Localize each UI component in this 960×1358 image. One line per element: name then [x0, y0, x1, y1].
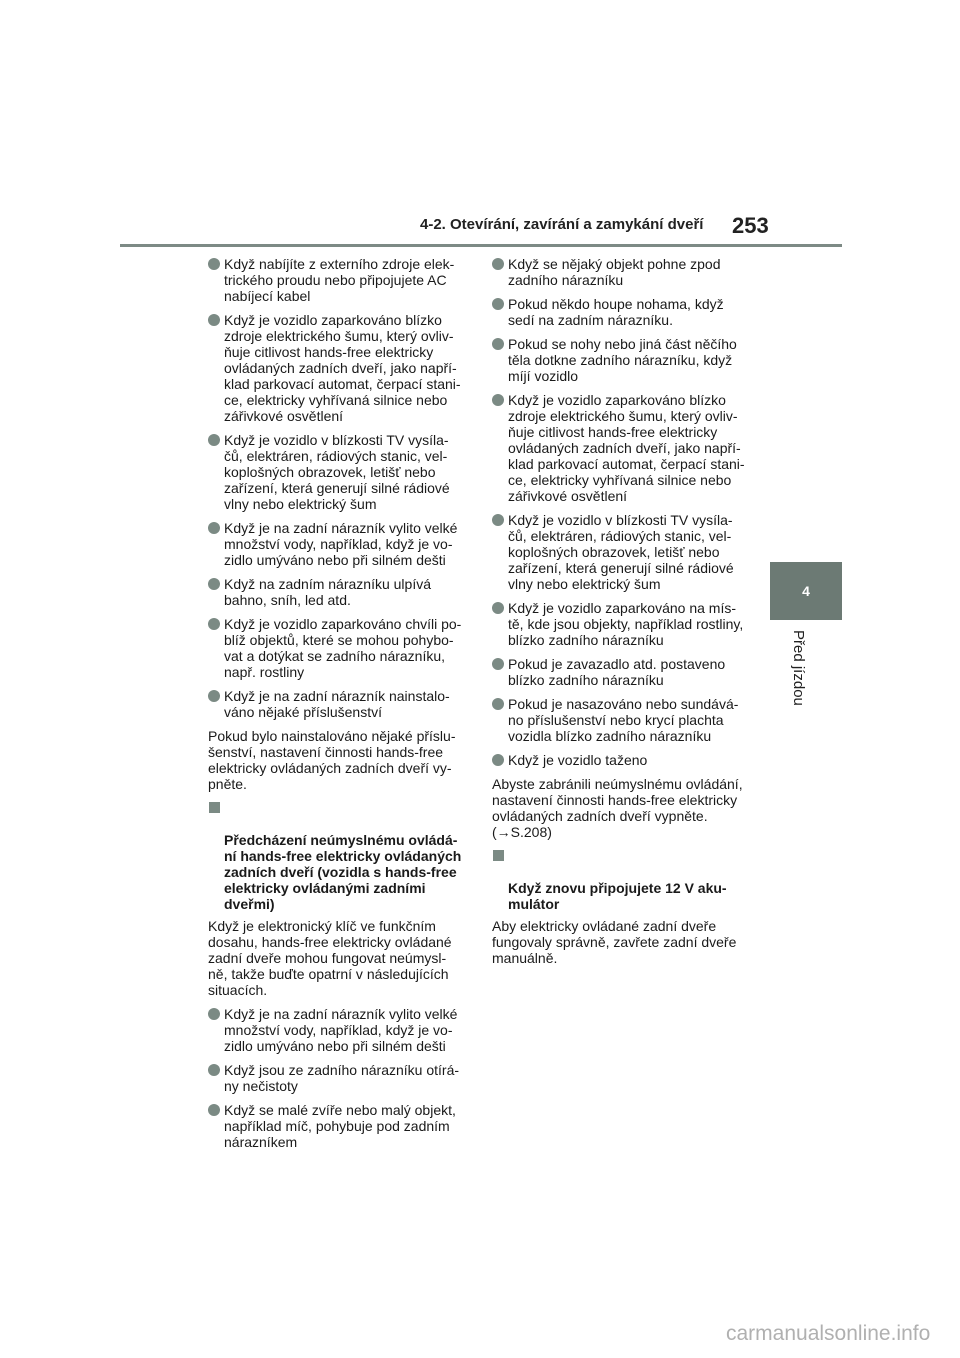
list-item-text: Když je na zadní nárazník nainstalo- váno nějaké příslušenství	[224, 688, 450, 720]
list-item	[492, 600, 754, 648]
round-bullet-icon	[208, 618, 220, 630]
round-bullet-icon	[492, 754, 504, 766]
round-bullet-icon	[492, 394, 504, 406]
round-bullet-icon	[492, 338, 504, 350]
list-item-text: Když je na zadní nárazník vylito velké množství vody, například, když je vo- zidlo umýváno nebo při silném dešti	[224, 1006, 458, 1054]
list-item-text: Když je vozidlo v blízkosti TV vysíla- čů, elektráren, rádiových stanic, vel- koplošných obrazovek, letišť nebo zařízení, která generují silné rádiové vlny nebo elektrický šum	[508, 512, 734, 592]
list-item-text: Když je vozidlo zaparkováno chvíli po- blíž objektů, které se mohou pohybo- vat a dotýkat se zadního nárazníku, např. rostliny	[224, 616, 462, 680]
paragraph: Abyste zabránili neúmyslnému ovládání, nastavení činnosti hands-free elektricky ovládaných zadních dveří vypněte. (→S.208)	[492, 776, 743, 840]
list-item	[492, 696, 754, 744]
list-item	[208, 256, 470, 304]
list-item-text: Pokud je nasazováno nebo sundává- no příslušenství nebo krycí plachta vozidla blízko zadního nárazníku	[508, 696, 739, 744]
round-bullet-icon	[208, 1104, 220, 1116]
section-heading	[208, 800, 470, 912]
list-item-text: Pokud někdo houpe nohama, když sedí na zadním nárazníku.	[508, 296, 724, 328]
list-item	[492, 752, 754, 768]
left-column	[208, 256, 470, 1158]
square-heading-icon	[209, 802, 220, 813]
page-number: 253	[732, 213, 769, 238]
list-item	[492, 296, 754, 328]
list-item	[208, 1102, 470, 1150]
list-item	[492, 392, 754, 504]
right-column	[492, 256, 754, 974]
section-title: 4-2. Otevírání, zavírání a zamykání dveří	[420, 216, 704, 233]
round-bullet-icon	[492, 258, 504, 270]
round-bullet-icon	[208, 578, 220, 590]
list-item	[208, 1006, 470, 1054]
list-item	[208, 432, 470, 512]
watermark[interactable]: carmanualsonline.info	[726, 1322, 931, 1345]
header-rule	[120, 244, 842, 247]
bullet-list	[492, 256, 754, 768]
round-bullet-icon	[208, 314, 220, 326]
round-bullet-icon	[208, 434, 220, 446]
chapter-number: 4	[802, 583, 810, 599]
round-bullet-icon	[492, 514, 504, 526]
list-item-text: Pokud se nohy nebo jiná část něčího těla dotkne zadního nárazníku, když míjí vozidlo	[508, 336, 737, 384]
list-item	[208, 312, 470, 424]
square-heading-icon	[493, 850, 504, 861]
round-bullet-icon	[208, 1064, 220, 1076]
paragraph: Když je elektronický klíč ve funkčním dosahu, hands-free elektricky ovládané zadní dveře mohou fungovat neúmysl- ně, takže buďte opatrní v následujících situacích.	[208, 918, 452, 998]
list-item	[208, 1062, 470, 1094]
round-bullet-icon	[492, 298, 504, 310]
bullet-list	[208, 1006, 470, 1150]
list-item-text: Když na zadním nárazníku ulpívá bahno, sníh, led atd.	[224, 576, 432, 608]
round-bullet-icon	[208, 690, 220, 702]
list-item-text: Když je vozidlo v blízkosti TV vysíla- čů, elektráren, rádiových stanic, vel- koplošných obrazovek, letišť nebo zařízení, která generují silné rádiové vlny nebo elektrický šum	[224, 432, 450, 512]
paragraph: Aby elektricky ovládané zadní dveře fungovaly správně, zavřete zadní dveře manuálně.	[492, 918, 737, 966]
round-bullet-icon	[208, 1008, 220, 1020]
round-bullet-icon	[208, 258, 220, 270]
round-bullet-icon	[492, 602, 504, 614]
list-item	[492, 512, 754, 592]
list-item	[492, 336, 754, 384]
list-item	[208, 616, 470, 680]
list-item-text: Když je vozidlo zaparkováno na mís- tě, kde jsou objekty, například rostliny, blízko zadního nárazníku	[508, 600, 744, 648]
list-item	[492, 656, 754, 688]
list-item-text: Když jsou ze zadního nárazníku otírá- ny nečistoty	[224, 1062, 460, 1094]
section-heading-text: Když znovu připojujete 12 V aku- mulátor	[508, 880, 727, 912]
round-bullet-icon	[492, 698, 504, 710]
list-item-text: Když se nějaký objekt pohne zpod zadního nárazníku	[508, 256, 721, 288]
list-item-text: Když nabíjíte z externího zdroje elek- trického proudu nebo připojujete AC nabíjecí kabel	[224, 256, 455, 304]
chapter-label: Před jízdou	[790, 630, 807, 706]
list-item	[208, 688, 470, 720]
section-heading-text: Předcházení neúmyslnému ovládá- ní hands-free elektricky ovládaných zadních dveří (vozidla s hands-free elektricky ovládanými zadními dveřmi)	[224, 832, 462, 912]
list-item	[208, 576, 470, 608]
list-item	[492, 256, 754, 288]
list-item	[208, 520, 470, 568]
bullet-list	[208, 256, 470, 720]
list-item-text: Když je vozidlo zaparkováno blízko zdroje elektrického šumu, který ovliv- ňuje citlivost hands-free elektricky ovládaných zadních dveří, jako napří- klad parkovací automat, čerpací stani- ce, elektricky vyhřívaná silnice nebo zářivkové osvětlení	[508, 392, 745, 504]
chapter-tab[interactable]	[770, 562, 842, 620]
list-item-text: Když je na zadní nárazník vylito velké množství vody, například, když je vo- zidlo umýváno nebo při silném dešti	[224, 520, 458, 568]
paragraph: Pokud bylo nainstalováno nějaké příslu- šenství, nastavení činnosti hands-free elektricky ovládaných zadních dveří vy- pněte.	[208, 728, 456, 792]
list-item-text: Když se malé zvíře nebo malý objekt, například míč, pohybuje pod zadním nárazníkem	[224, 1102, 456, 1150]
list-item-text: Pokud je zavazadlo atd. postaveno blízko zadního nárazníku	[508, 656, 726, 688]
list-item-text: Když je vozidlo taženo	[508, 752, 648, 768]
list-item-text: Když je vozidlo zaparkováno blízko zdroje elektrického šumu, který ovliv- ňuje citlivost hands-free elektricky ovládaných zadních dveří, jako napří- klad parkovací automat, čerpací stani- ce, elektricky vyhřívaná silnice nebo zářivkové osvětlení	[224, 312, 461, 424]
round-bullet-icon	[492, 658, 504, 670]
round-bullet-icon	[208, 522, 220, 534]
section-heading	[492, 848, 754, 912]
